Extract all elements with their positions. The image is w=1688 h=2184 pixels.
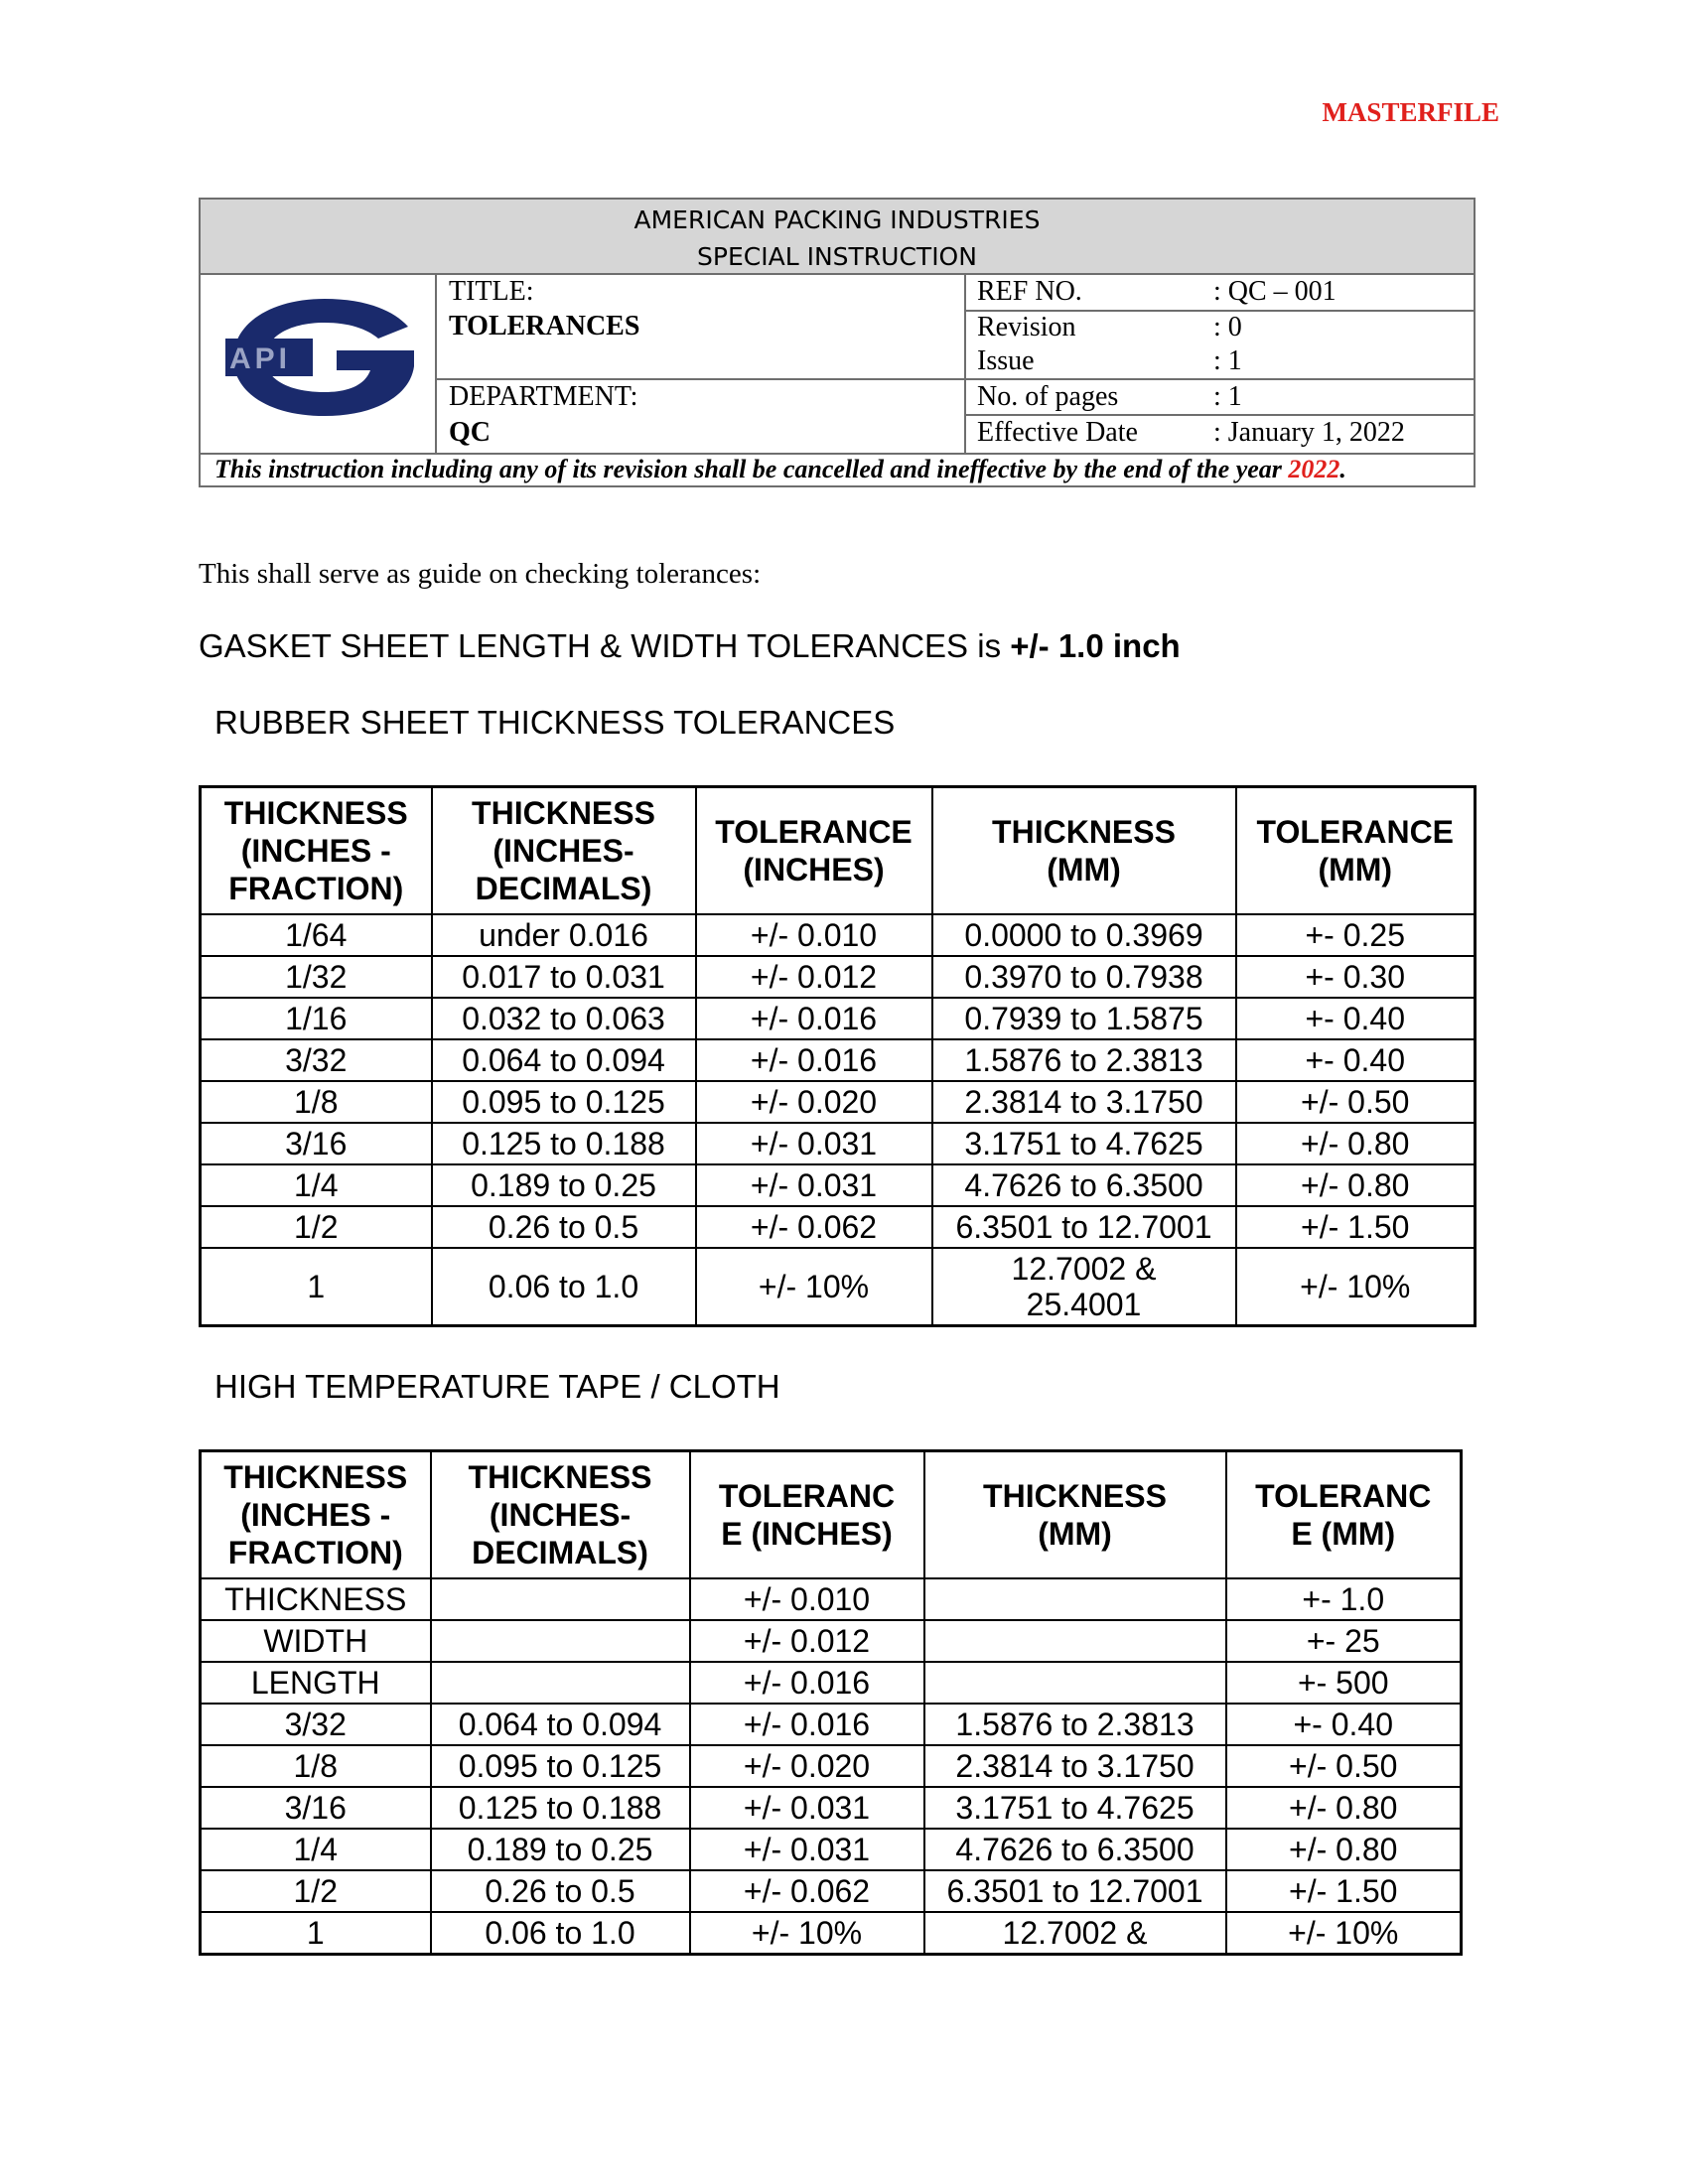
api-logo — [225, 293, 424, 422]
column-header-line: (INCHES- — [492, 833, 634, 869]
table-cell: +/- 0.062 — [690, 1870, 924, 1912]
table-cell: +/- 10% — [1236, 1248, 1476, 1326]
column-header-line: THICKNESS — [223, 795, 408, 831]
table-cell: 1/8 — [201, 1081, 432, 1123]
table-cell: 1/2 — [201, 1870, 431, 1912]
gasket-value: +/- 1.0 inch — [1010, 627, 1181, 664]
column-header — [201, 1451, 431, 1579]
effective-date-label: Effective Date — [977, 417, 1138, 448]
table-cell: 0.06 to 1.0 — [431, 1912, 690, 1955]
table-cell: 1.5876 to 2.3813 — [924, 1704, 1226, 1745]
table-cell: +/- 0.062 — [696, 1206, 932, 1248]
table-row — [201, 998, 1476, 1039]
column-header — [696, 787, 932, 915]
table-header-row — [201, 787, 1476, 915]
table-cell: 0.189 to 0.25 — [432, 1164, 696, 1206]
table-cell: 0.06 to 1.0 — [432, 1248, 696, 1326]
table-cell: +/- 0.010 — [690, 1578, 924, 1620]
issue-label: Issue — [977, 345, 1035, 376]
column-header-line: TOLERANC — [1255, 1478, 1432, 1514]
table-row — [201, 1164, 1476, 1206]
table-cell — [431, 1578, 690, 1620]
table-cell: under 0.016 — [432, 914, 696, 956]
table-cell: +/- 0.80 — [1226, 1829, 1462, 1870]
table-cell: 2.3814 to 3.1750 — [924, 1745, 1226, 1787]
table-cell: +/- 10% — [1226, 1912, 1462, 1955]
ref-no-label: REF NO. — [977, 276, 1082, 307]
table-cell — [431, 1620, 690, 1662]
table-cell: +/- 0.020 — [690, 1745, 924, 1787]
table-cell: 1.5876 to 2.3813 — [932, 1039, 1236, 1081]
table-cell: +- 0.25 — [1236, 914, 1476, 956]
gasket-tolerance — [199, 627, 1181, 665]
table-cell: +/- 0.012 — [696, 956, 932, 998]
column-header-line: (INCHES) — [743, 852, 885, 887]
table-row — [201, 1123, 1476, 1164]
table-cell: +/- 0.031 — [690, 1787, 924, 1829]
column-header-line: THICKNESS — [468, 1459, 652, 1495]
table-cell: +- 1.0 — [1226, 1578, 1462, 1620]
column-header-line: E (INCHES) — [721, 1516, 893, 1552]
table-cell: 0.125 to 0.188 — [432, 1123, 696, 1164]
department-value: QC — [449, 417, 491, 448]
table-cell: 12.7002 & 25.4001 — [932, 1248, 1236, 1326]
table-cell: +/- 0.031 — [690, 1829, 924, 1870]
table-cell: 0.26 to 0.5 — [431, 1870, 690, 1912]
table-row — [201, 1620, 1462, 1662]
table-cell: 3/16 — [201, 1123, 432, 1164]
table-row — [201, 1745, 1462, 1787]
column-header-line: THICKNESS — [992, 814, 1176, 850]
table-row — [201, 1704, 1462, 1745]
revision-label: Revision — [977, 312, 1076, 342]
rubber-section-title: RUBBER SHEET THICKNESS TOLERANCES — [214, 704, 896, 741]
table-cell: +/- 0.012 — [690, 1620, 924, 1662]
table-cell: 1/32 — [201, 956, 432, 998]
table-cell: 6.3501 to 12.7001 — [924, 1870, 1226, 1912]
column-header — [932, 787, 1236, 915]
column-header-line: DECIMALS) — [475, 871, 652, 906]
table-cell: 0.064 to 0.094 — [432, 1039, 696, 1081]
table-cell: +/- 0.016 — [690, 1662, 924, 1704]
table-cell: WIDTH — [201, 1620, 431, 1662]
company-name: AMERICAN PACKING INDUSTRIES — [633, 205, 1041, 234]
table-cell: 12.7002 & — [924, 1912, 1226, 1955]
table-cell: 0.017 to 0.031 — [432, 956, 696, 998]
column-header-line: E (MM) — [1291, 1516, 1396, 1552]
table-cell: +/- 10% — [690, 1912, 924, 1955]
table-cell: 1/4 — [201, 1829, 431, 1870]
logo-text: API — [229, 342, 292, 375]
table-cell: 1/2 — [201, 1206, 432, 1248]
table-cell: 3/32 — [201, 1704, 431, 1745]
table-cell: +/- 0.010 — [696, 914, 932, 956]
issue-value: : 1 — [1213, 345, 1242, 376]
table-cell: 1/8 — [201, 1745, 431, 1787]
table-row — [201, 1248, 1476, 1326]
notice-year: 2022 — [1288, 455, 1340, 483]
table-cell — [924, 1662, 1226, 1704]
table-row — [201, 1662, 1462, 1704]
table-row — [201, 1206, 1476, 1248]
table-cell: 0.26 to 0.5 — [432, 1206, 696, 1248]
column-header — [690, 1451, 924, 1579]
table-row — [201, 1039, 1476, 1081]
table-cell: 1 — [201, 1248, 432, 1326]
column-header — [1236, 787, 1476, 915]
table-cell: +/- 0.020 — [696, 1081, 932, 1123]
table-row — [201, 1578, 1462, 1620]
table-cell: +/- 0.016 — [690, 1704, 924, 1745]
table-cell: 0.7939 to 1.5875 — [932, 998, 1236, 1039]
document-header — [199, 198, 1476, 487]
table-cell: +/- 0.016 — [696, 1039, 932, 1081]
table-cell: 0.125 to 0.188 — [431, 1787, 690, 1829]
table-cell: 0.3970 to 0.7938 — [932, 956, 1236, 998]
table-cell: +/- 10% — [696, 1248, 932, 1326]
table-row — [201, 1829, 1462, 1870]
table-row — [201, 1912, 1462, 1955]
notice-end: . — [1339, 455, 1346, 483]
document-type: SPECIAL INSTRUCTION — [697, 242, 977, 271]
gasket-text: GASKET SHEET LENGTH & WIDTH TOLERANCES is — [199, 627, 1011, 664]
rubber-tolerance-table — [199, 785, 1477, 1327]
column-header — [432, 787, 696, 915]
table-cell: 1/64 — [201, 914, 432, 956]
table-cell: +/- 0.031 — [696, 1164, 932, 1206]
table-cell: 0.032 to 0.063 — [432, 998, 696, 1039]
column-header-line: (INCHES- — [489, 1497, 632, 1533]
table-cell: 1/16 — [201, 998, 432, 1039]
notice-text: This instruction including any of its revision shall be cancelled and ineffective by the end of the year — [214, 455, 1289, 483]
table-cell: +/- 0.031 — [696, 1123, 932, 1164]
revision-value: : 0 — [1213, 312, 1242, 342]
column-header-line: TOLERANC — [718, 1478, 896, 1514]
table-cell: +- 500 — [1226, 1662, 1462, 1704]
table-cell: 0.095 to 0.125 — [432, 1081, 696, 1123]
intro-text: This shall serve as guide on checking tolerances: — [199, 558, 762, 590]
column-header-line: (MM) — [1038, 1516, 1112, 1552]
table-row — [201, 914, 1476, 956]
table-cell: 3/32 — [201, 1039, 432, 1081]
table-cell: LENGTH — [201, 1662, 431, 1704]
column-header — [201, 787, 432, 915]
table-cell — [431, 1662, 690, 1704]
column-header-line: (MM) — [1318, 852, 1393, 887]
table-cell: 3.1751 to 4.7625 — [924, 1787, 1226, 1829]
table-cell: 4.7626 to 6.3500 — [924, 1829, 1226, 1870]
table-cell: +- 0.40 — [1226, 1704, 1462, 1745]
table-cell: +- 0.30 — [1236, 956, 1476, 998]
table-cell: +/- 0.80 — [1236, 1123, 1476, 1164]
table-cell: 1/4 — [201, 1164, 432, 1206]
table-row — [201, 1081, 1476, 1123]
table-cell: 0.189 to 0.25 — [431, 1829, 690, 1870]
table-cell: +/- 1.50 — [1226, 1870, 1462, 1912]
table-cell: +/- 0.50 — [1226, 1745, 1462, 1787]
column-header-line: DECIMALS) — [472, 1535, 648, 1570]
table-cell: 1 — [201, 1912, 431, 1955]
tape-tolerance-table — [199, 1449, 1463, 1956]
pages-value: : 1 — [1213, 381, 1242, 412]
header-band — [201, 200, 1474, 275]
table-cell — [924, 1578, 1226, 1620]
table-cell — [924, 1620, 1226, 1662]
ref-no-value: : QC – 001 — [1213, 276, 1336, 307]
table-cell: +- 0.40 — [1236, 998, 1476, 1039]
table-cell: +- 25 — [1226, 1620, 1462, 1662]
column-header-line: THICKNESS — [223, 1459, 408, 1495]
table-row — [201, 1870, 1462, 1912]
department-label: DEPARTMENT: — [449, 381, 638, 412]
column-header-line: TOLERANCE — [1256, 814, 1455, 850]
table-cell: +/- 0.80 — [1236, 1164, 1476, 1206]
column-header — [431, 1451, 690, 1579]
table-cell: +/- 1.50 — [1236, 1206, 1476, 1248]
column-header-line: FRACTION) — [228, 871, 404, 906]
column-header-line: THICKNESS — [472, 795, 655, 831]
table-header-row — [201, 1451, 1462, 1579]
column-header-line: (INCHES - — [240, 833, 391, 869]
table-cell: 4.7626 to 6.3500 — [932, 1164, 1236, 1206]
column-header-line: (INCHES - — [240, 1497, 391, 1533]
column-header — [924, 1451, 1226, 1579]
column-header — [1226, 1451, 1462, 1579]
table-row — [201, 956, 1476, 998]
table-cell: +/- 0.80 — [1226, 1787, 1462, 1829]
table-cell: +- 0.40 — [1236, 1039, 1476, 1081]
column-header-line: FRACTION) — [227, 1535, 403, 1570]
title-value: TOLERANCES — [449, 311, 640, 341]
table-cell: 3.1751 to 4.7625 — [932, 1123, 1236, 1164]
table-cell: 0.064 to 0.094 — [431, 1704, 690, 1745]
table-cell: +/- 0.016 — [696, 998, 932, 1039]
table-cell: THICKNESS — [201, 1578, 431, 1620]
effective-date-value: : January 1, 2022 — [1213, 417, 1405, 448]
table-cell: 0.095 to 0.125 — [431, 1745, 690, 1787]
table-row — [201, 1787, 1462, 1829]
table-cell: 6.3501 to 12.7001 — [932, 1206, 1236, 1248]
title-label: TITLE: — [449, 276, 534, 307]
column-header-line: TOLERANCE — [715, 814, 913, 850]
table-cell: 2.3814 to 3.1750 — [932, 1081, 1236, 1123]
pages-label: No. of pages — [977, 381, 1119, 412]
validity-notice — [214, 455, 1346, 484]
masterfile-stamp: MASTERFILE — [1322, 97, 1499, 127]
column-header-line: (MM) — [1047, 852, 1121, 887]
table-cell: 3/16 — [201, 1787, 431, 1829]
table-cell: +/- 0.50 — [1236, 1081, 1476, 1123]
table-cell: 0.0000 to 0.3969 — [932, 914, 1236, 956]
column-header-line: THICKNESS — [983, 1478, 1167, 1514]
tape-section-title: HIGH TEMPERATURE TAPE / CLOTH — [214, 1368, 780, 1405]
